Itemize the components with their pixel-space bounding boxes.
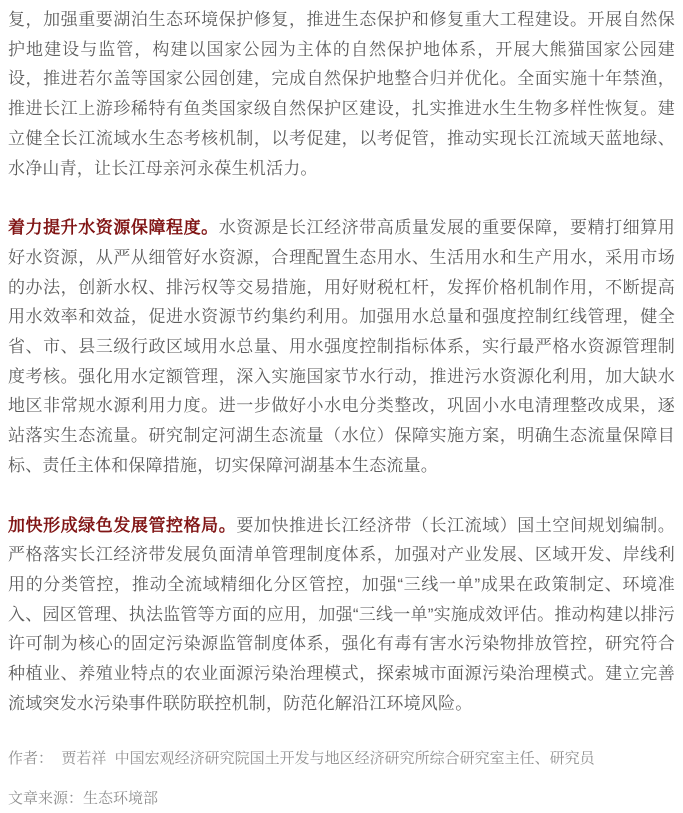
article-paragraph [8, 213, 675, 480]
paragraph-text: 复，加强重要湖泊生态环境保护修复，推进生态保护和修复重大工程建设。开展自然保护地建设与监管，构建以国家公园为主体的自然保护地体系，开展大熊猫国家公园建设，推进若尔盖等国家公园创建，完成自然保护地整合归并优化。全面实施十年禁渔，推进长江上游珍稀特有鱼类国家级自然保护区建设，扎实推进水生生物多样性恢复。建立健全长江流域水生态考核机制，以考促建，以考促管，推动实现长江流域天蓝地绿、水净山青，让长江母亲河永葆生机活力。 [8, 10, 675, 178]
paragraph-heading: 着力提升水资源保障程度。 [8, 218, 219, 238]
article-paragraph [8, 511, 675, 719]
article-paragraph [8, 5, 675, 183]
paragraph-text: 水资源是长江经济带高质量发展的重要保障，要精打细算用好水资源，从严从细管好水资源，合理配置生态用水、生活用水和生产用水，采用市场的办法，创新水权、排污权等交易措施，用好财税杠杆，发挥价格机制作用，不断提高用水效率和效益，促进水资源节约集约利用。加强用水总量和强度控制红线管理，健全省、市、县三级行政区域用水总量、用水强度控制指标体系，实行最严格水资源管理制度考核。强化用水定额管理，深入实施国家节水行动，推进污水资源化利用，加大缺水地区非常规水源利用力度。进一步做好小水电分类整改，巩固小水电清理整改成果，逐站落实生态流量。研究制定河湖生态流量（水位）保障实施方案，明确生态流量保障目标、责任主体和保障措施，切实保障河湖基本生态流量。 [8, 218, 675, 475]
paragraph-heading: 加快形成绿色发展管控格局。 [8, 515, 237, 535]
author-line: 作者： 贾若祥 中国宏观经济研究院国土开发与地区经济研究所综合研究室主任、研究员 [8, 750, 595, 768]
paragraph-text: 要加快推进长江经济带（长江流域）国土空间规划编制。严格落实长江经济带发展负面清单管理制度体系，加强对产业发展、区域开发、岸线利用的分类管控，推动全流域精细化分区管控，加强“三线一单”成果在政策制定、环境准入、园区管理、执法监管等方面的应用，加强“三线一单”实施成效评估。推动构建以排污许可制为核心的固定污染源监管制度体系，强化有毒有害水污染物排放管控，研究符合种植业、养殖业特点的农业面源污染治理模式，探索城市面源污染治理模式。建立完善流域突发水污染事件联防联控机制，防范化解沿江环境风险。 [8, 515, 675, 713]
source-line: 文章来源：生态环境部 [8, 790, 159, 808]
article-footer [8, 748, 675, 809]
